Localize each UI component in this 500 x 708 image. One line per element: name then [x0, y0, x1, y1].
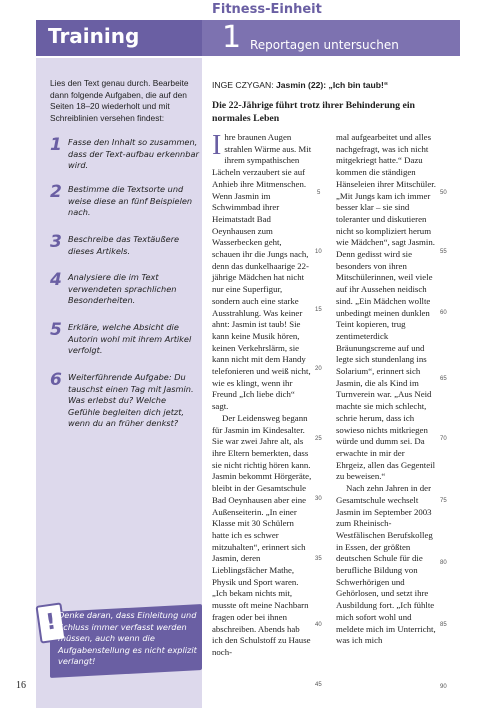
reminder-note	[36, 600, 204, 690]
unit-number: 1	[222, 20, 242, 55]
paragraph	[212, 132, 312, 413]
page-number: 16	[16, 680, 26, 691]
task-text: Weiterführende Aufgabe: Du tauschst einen Tag mit Jasmin. Was erlebst du? Welche Gefühle begleiten dich jetzt, wenn du an früher denkst?	[68, 372, 194, 428]
task-text: Fasse den Inhalt so zusammen, dass der Text-aufbau erkennbar wird.	[68, 137, 199, 170]
article-author: INGE CZYGAN:	[212, 80, 276, 90]
task-number: 5	[50, 320, 62, 340]
line-number: 40	[315, 622, 322, 628]
section-label: Fitness-Einheit	[212, 2, 322, 17]
exclamation-icon: !	[35, 602, 66, 643]
task-text: Beschreibe das Textäußere dieses Artikels.	[68, 234, 180, 256]
paragraph: mal aufgearbeitet und alles nachgefragt, was ich nicht mitgekriegt hatte.“ Dazu kommen die ständigen Hänseleien ihrer Mitschüler. „Mit Jungs kam ich immer besser klar – sie sind toleranter und diskutieren nicht so kompliziert herum wie Mädchen“, sagt Jasmin. Denn gedisst wird sie besonders von ihren Mitschülerinnen, weil viele auf ihr Aussehen neidisch sind. „Ein Mädchen wollte unbedingt meinen dunklen Teint kopieren, trug zentimeterdick Bräunungscreme auf und legte sich stundenlang ins Solarium“, erinnert sich Jasmin, die als Kind im Turnverein war. „Aus Neid machte sie mich schlecht, schrie herum, dass ich sowieso nichts mitkriegen würde und dumm sei. Da erwachte in mir der Ehrgeiz, allen das Gegenteil zu beweisen.“	[336, 132, 436, 482]
line-number: 90	[440, 684, 447, 690]
line-number: 25	[315, 436, 322, 442]
unit-title: Reportagen untersuchen	[250, 38, 399, 52]
sidebar-intro: Lies den Text genau durch. Bearbeite dann folgende Aufgaben, die auf den Seiten 18–20 wiederholt und mit Schreiblinien versehen findest:	[50, 78, 189, 123]
page-title: Training	[48, 24, 140, 48]
line-number: 55	[440, 249, 447, 255]
line-number: 20	[315, 366, 322, 372]
line-number: 80	[440, 560, 447, 566]
line-number: 15	[315, 307, 322, 313]
task-number: 2	[50, 182, 62, 202]
line-number: 50	[440, 190, 447, 196]
line-number: 65	[440, 376, 447, 382]
line-number: 35	[315, 556, 322, 562]
task-text: Analysiere die im Text verwendeten sprachlichen Besonderheiten.	[68, 272, 177, 305]
article-subtitle: Die 22-Jährige führt trotz ihrer Behinderung ein normales Leben	[212, 100, 415, 124]
paragraph: Nach zehn Jahren in der Gesamtschule wechselt Jasmin im September 2003 zum Rheinisch-Westfälischen Berufskolleg in Essen, der größten deutschen Schule für die berufliche Bildung von Schwerhörigen und Gehörlosen, und setzt ihre Ausbildung fort. „Ich fühlte mich sofort wohl und meldete mich im Unterricht, was ich mich	[336, 483, 436, 646]
task-text: Bestimme die Textsorte und weise diese an fünf Beispielen nach.	[68, 184, 193, 217]
drop-cap: I	[212, 130, 222, 161]
note-text: Denke daran, dass Einleitung und Schluss immer verfasst werden müssen, auch wenn die Aufgabenstellung es nicht explizit verlangt!	[58, 610, 197, 666]
article-column-right	[336, 132, 436, 647]
line-number: 45	[315, 682, 322, 688]
line-number: 30	[315, 496, 322, 502]
line-number: 60	[440, 310, 447, 316]
task-number: 4	[50, 270, 62, 290]
line-number: 5	[317, 190, 321, 196]
task-number: 6	[50, 370, 62, 390]
task-text: Erkläre, welche Absicht die Autorin wohl mit ihrem Artikel verfolgt.	[68, 322, 192, 355]
line-number: 10	[315, 249, 322, 255]
task-number: 1	[50, 135, 62, 155]
paragraph-text: hre braunen Augen strahlen Wärme aus. Mit ihrem sympathischen Lächeln verzaubert sie auf Anhieb ihre Mitmenschen. Wenn Jasmin im Schwimmbad ihrer Heimatstadt Bad Oeynhausen zum Wasserbecken geht, schauen ihr die Jungs nach, denn das dunkelhaarige 22-jährige Mädchen hat nicht nur eine Superfigur, sondern auch eine starke Ausstrahlung. Was keiner ahnt: Jasmin ist taub! Sie kann keine Musik hören, keinen Verkehrslärm, sie kann nicht mit dem Handy telefonieren und weiß nicht, wie es klingt, wenn ihr Freund „Ich liebe dich“ sagt.	[212, 132, 312, 412]
article-title: Jasmin (22): „Ich bin taub!“	[275, 80, 389, 90]
task-number: 3	[50, 232, 62, 252]
line-number: 75	[440, 498, 447, 504]
article-header	[212, 80, 452, 90]
paragraph: Der Leidensweg begann für Jasmin im Kindesalter. Sie war zwei Jahre alt, als ihre Eltern bemerkten, dass sie nicht richtig hören kann. Jasmin bekommt Hörgeräte, bleibt in der Gesamtschule Bad Oeynhausen aber eine Außenseiterin. „In einer Klasse mit 30 Schülern hatte ich es schwer mitzuhalten“, erinnert sich Jasmin, deren Lieblingsfächer Mathe, Physik und Sport waren. „Ich bekam nichts mit, musste oft meine Nachbarn fragen oder bei ihnen abschreiben. Abends hab ich den Schulstoff zu Hause noch-	[212, 412, 312, 657]
line-number: 70	[440, 436, 447, 442]
article-column-left	[212, 132, 312, 659]
line-number: 85	[440, 622, 447, 628]
